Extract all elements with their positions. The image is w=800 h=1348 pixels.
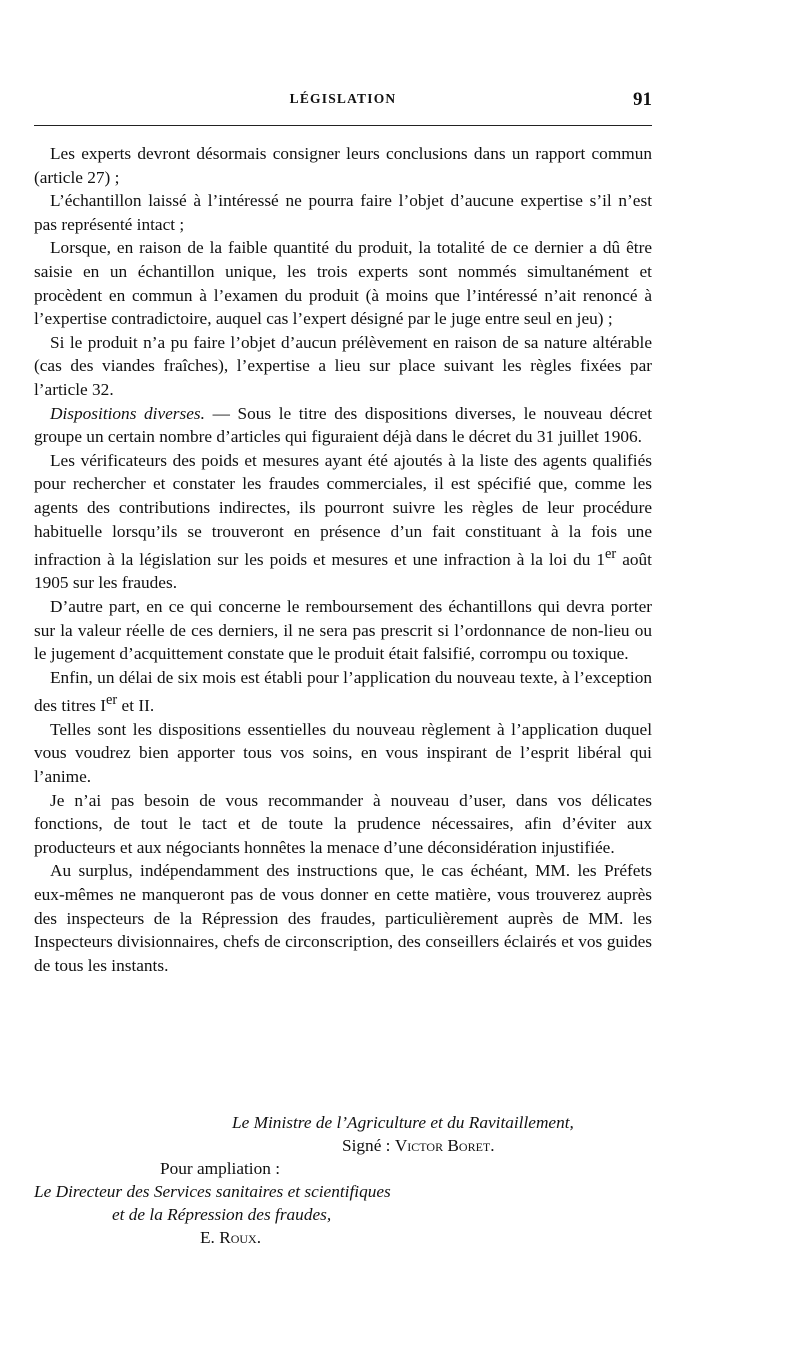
director-line-2: et de la Répression des fraudes,: [112, 1205, 332, 1224]
paragraph: L’échantillon laissé à l’intéressé ne pourra faire l’objet d’aucune expertise s’il n’est pas représenté intact ;: [34, 191, 652, 234]
verificateurs-paragraph: [34, 449, 652, 595]
paragraph: Les experts devront désormais consigner leurs conclusions dans un rapport commun (article 27) ;: [34, 144, 652, 187]
paragraph-text: et II.: [117, 696, 155, 716]
paragraph-text: Enfin, un délai de six mois est établi pour l’application du nouveau texte, à l’exception des titres I: [34, 667, 652, 716]
page-number: 91: [633, 89, 652, 110]
paragraph-text: Les vérificateurs des poids et mesures ayant été ajoutés à la liste des agents qualifiés pour rechercher et constater les fraudes commerciales, il est spécifié que, comme les agents des contributions indirectes, ils pourront suivre les règles de leur procédure habituelle lorsqu’ils se trouveront en présence d’un fait constituant à la fois une infraction à la législation sur les poids et mesures et une infraction à la loi du 1: [34, 450, 652, 569]
director-name: E. Roux.: [200, 1228, 262, 1247]
dispositions-heading: Dispositions diverses.: [50, 403, 205, 423]
paragraph: Lorsque, en raison de la faible quantité du produit, la totalité de ce dernier a dû être saisie en un échantillon unique, les trois experts sont nommés simultanément et procèdent en commun à l’examen du produit (à moins que l’intéressé n’ait renoncé à l’expertise contradictoire, auquel cas l’expert désigné par le juge entre seul en jeu) ;: [34, 238, 652, 329]
minister-line: Le Ministre de l’Agriculture et du Ravitaillement,: [232, 1113, 574, 1132]
signer-name: Victor Boret.: [394, 1136, 495, 1155]
paragraph: D’autre part, en ce qui concerne le remboursement des échantillons qui devra porter sur la valeur réelle de ces derniers, il ne sera pas prescrit si l’ordonnance de non-lieu ou le jugement d’acquittement constate que le produit était falsifié, corrompu ou toxique.: [34, 597, 652, 664]
superscript: er: [106, 692, 118, 709]
page-header: [34, 89, 652, 119]
superscript: er: [605, 546, 617, 563]
signature-line: [342, 1136, 495, 1156]
delai-paragraph: [34, 666, 652, 718]
signe-label: Signé :: [342, 1136, 395, 1155]
paragraph-text: août 1905 sur les fraudes.: [34, 549, 652, 593]
ampliation-line: Pour ampliation :: [160, 1159, 280, 1178]
paragraph: Je n’ai pas besoin de vous recommander à nouveau d’user, dans vos délicates fonctions, de tout le tact et de toute la prudence nécessaires, afin d’éviter aux producteurs et aux négociants honnêtes la menace d’une déconsidération injustifiée.: [34, 790, 652, 857]
dispositions-paragraph: [34, 402, 652, 449]
paragraph: Si le produit n’a pu faire l’objet d’aucun prélèvement en raison de sa nature altérable (cas des viandes fraîches), l’expertise a lieu sur place suivant les règles fixées par l’article 32.: [34, 332, 652, 399]
header-rule: [34, 125, 652, 126]
body-text: [34, 142, 652, 977]
running-title: LÉGISLATION: [289, 91, 397, 106]
director-line-1: Le Directeur des Services sanitaires et scientifiques: [34, 1182, 391, 1201]
paragraph: Au surplus, indépendamment des instructions que, le cas échéant, MM. les Préfets eux-mêmes ne manqueront pas de vous donner en cette matière, vous trouverez auprès des inspecteurs de la Répression des fraudes, particulièrement auprès de MM. les Inspecteurs divisionnaires, chefs de circonscription, des conseillers éclairés et vos guides de tous les instants.: [34, 861, 652, 975]
dispositions-text: — Sous le titre des dispositions diverses, le nouveau décret groupe un certain nombre d’articles qui figuraient déjà dans le décret du 31 juillet 1906.: [34, 403, 652, 447]
paragraph: Telles sont les dispositions essentielles du nouveau règlement à l’application duquel vous voudrez bien apporter tous vos soins, en vous inspirant de l’esprit libéral qui l’anime.: [34, 719, 652, 786]
